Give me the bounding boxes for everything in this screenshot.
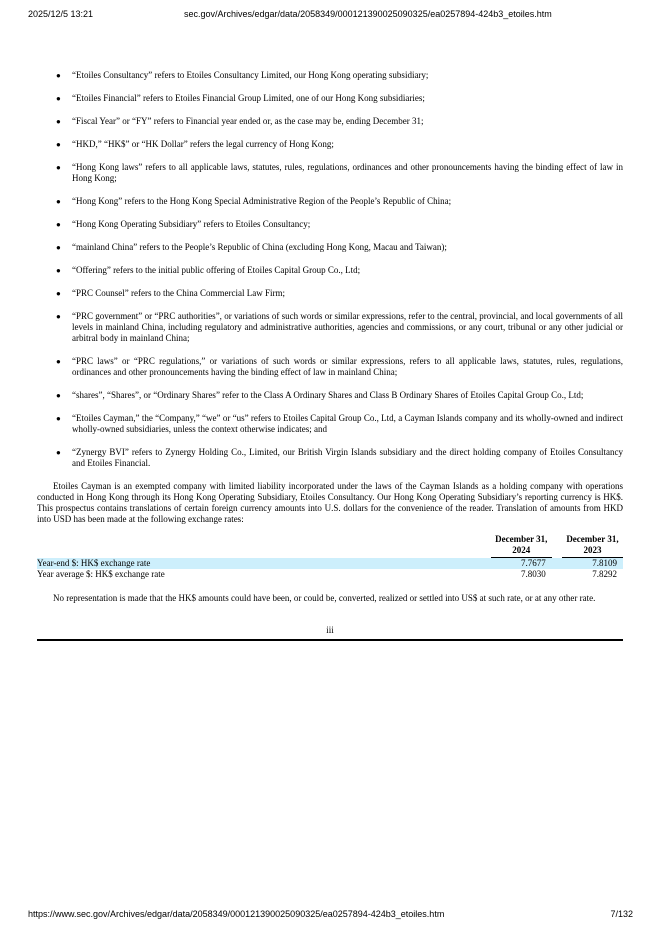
definition-item	[37, 93, 623, 104]
definition-item	[37, 242, 623, 253]
bullet-icon: ●	[56, 414, 61, 423]
row-label: Year average $: HK$ exchange rate	[37, 569, 165, 579]
definition-item	[37, 70, 623, 81]
definition-item	[37, 288, 623, 299]
bullet-icon: ●	[56, 163, 61, 172]
cell-value: 7.8030	[521, 569, 546, 579]
page-title: sec.gov/Archives/edgar/data/2058349/000121390025090325/ea0257894-424b3_etoiles.htm	[184, 9, 552, 19]
row-label: Year-end $: HK$ exchange rate	[37, 558, 491, 569]
bullet-icon: ●	[56, 117, 61, 126]
definition-text: “PRC laws” or “PRC regulations,” or variations of such words or similar expressions, refers to all applicable laws, statutes, rules, regulations, ordinances and other pronouncements having the binding effect of law in mainland China;	[72, 356, 623, 377]
cell-value: 7.7677	[491, 558, 552, 569]
cell-value: 7.8109	[562, 558, 623, 569]
table-header-row	[37, 534, 623, 558]
page-divider	[37, 639, 623, 641]
definition-item	[37, 390, 623, 401]
definition-item	[37, 265, 623, 276]
definition-item	[37, 162, 623, 184]
definitions-list	[37, 70, 623, 469]
print-datetime: 2025/12/5 13:21	[28, 9, 94, 19]
bullet-icon: ●	[56, 357, 61, 366]
bullet-icon: ●	[56, 197, 61, 206]
bullet-icon: ●	[56, 391, 61, 400]
definition-text: “Etoiles Consultancy” refers to Etoiles Consultancy Limited, our Hong Kong operating subsidiary;	[72, 70, 429, 80]
definition-item	[37, 311, 623, 344]
bullet-icon: ●	[56, 94, 61, 103]
column-header-2024: December 31, 2024	[491, 534, 552, 558]
bullet-icon: ●	[56, 266, 61, 275]
definition-text: “PRC government” or “PRC authorities”, or variations of such words or similar expressions, refer to the central, provincial, and local governments of all levels in mainland China, including regulatory and administrative authorities, agencies and commissions, or any court, tribunal or any other judicial or arbitral body in mainland China;	[72, 311, 623, 343]
definition-text: “mainland China” refers to the People’s Republic of China (excluding Hong Kong, Macau and Taiwan);	[72, 242, 447, 252]
definition-text: “Etoiles Financial” refers to Etoiles Financial Group Limited, one of our Hong Kong subsidiaries;	[72, 93, 425, 103]
bullet-icon: ●	[56, 448, 61, 457]
browser-header	[0, 9, 662, 23]
bullet-icon: ●	[56, 289, 61, 298]
definition-text: “Etoiles Cayman,” the “Company,” “we” or “us” refers to Etoiles Capital Group Co., Ltd, a Cayman Islands company and its wholly-owned and indirect wholly-owned subsidiaries, unless the context otherwise indicates; and	[72, 413, 623, 434]
exchange-rate-table	[37, 534, 623, 580]
cell-value: 7.8292	[592, 569, 617, 579]
definition-text: “Fiscal Year” or “FY” refers to Financial year ended or, as the case may be, ending December 31;	[72, 116, 424, 126]
definition-text: “Hong Kong laws” refers to all applicable laws, statutes, rules, regulations, ordinances and other pronouncements having the binding effect of law in Hong Kong;	[72, 162, 623, 183]
page-counter: 7/132	[610, 909, 633, 919]
definition-item	[37, 447, 623, 469]
bullet-icon: ●	[56, 243, 61, 252]
browser-footer	[0, 909, 662, 923]
document-content	[37, 70, 623, 641]
definition-item	[37, 139, 623, 150]
definition-item	[37, 413, 623, 435]
definition-item	[37, 356, 623, 378]
definition-text: “Hong Kong Operating Subsidiary” refers to Etoiles Consultancy;	[72, 219, 311, 229]
definition-item	[37, 196, 623, 207]
bullet-icon: ●	[56, 312, 61, 321]
definition-item	[37, 116, 623, 127]
definition-text: “shares”, “Shares”, or “Ordinary Shares” refer to the Class A Ordinary Shares and Class B Ordinary Shares of Etoiles Capital Group Co., Ltd;	[72, 390, 584, 400]
definition-text: “PRC Counsel” refers to the China Commercial Law Firm;	[72, 288, 285, 298]
bullet-icon: ●	[56, 71, 61, 80]
page-url: https://www.sec.gov/Archives/edgar/data/2058349/000121390025090325/ea0257894-424b3_etoiles.htm	[28, 909, 445, 919]
definition-text: “Hong Kong” refers to the Hong Kong Special Administrative Region of the People’s Republic of China;	[72, 196, 452, 206]
page-number: iii	[326, 625, 334, 635]
note-paragraph: No representation is made that the HK$ amounts could have been, or could be, converted, realized or settled into US$ at such rate, or at any other rate.	[53, 593, 596, 603]
table-row	[37, 569, 623, 580]
definition-text: “HKD,” “HK$” or “HK Dollar” refers the legal currency of Hong Kong;	[72, 139, 334, 149]
definition-item	[37, 219, 623, 230]
bullet-icon: ●	[56, 140, 61, 149]
column-header-2023: December 31, 2023	[562, 534, 623, 558]
definition-text: “Offering” refers to the initial public offering of Etoiles Capital Group Co., Ltd;	[72, 265, 361, 275]
definition-text: “Zynergy BVI” refers to Zynergy Holding Co., Limited, our British Virgin Islands subsidiary and the direct holding company of Etoiles Consultancy and Etoiles Financial.	[72, 447, 623, 468]
intro-paragraph: Etoiles Cayman is an exempted company with limited liability incorporated under the laws of the Cayman Islands as a holding company with operations conducted in Hong Kong through its Hong Kong Operating Subsidiary, Etoiles Consultancy. Our Hong Kong Operating Subsidiary’s reporting currency is HK$. This prospectus contains translations of certain foreign currency amounts into U.S. dollars for the convenience of the reader. Translation of amounts from HKD into USD has been made at the following exchange rates:	[37, 481, 623, 524]
table-row	[37, 558, 623, 569]
bullet-icon: ●	[56, 220, 61, 229]
